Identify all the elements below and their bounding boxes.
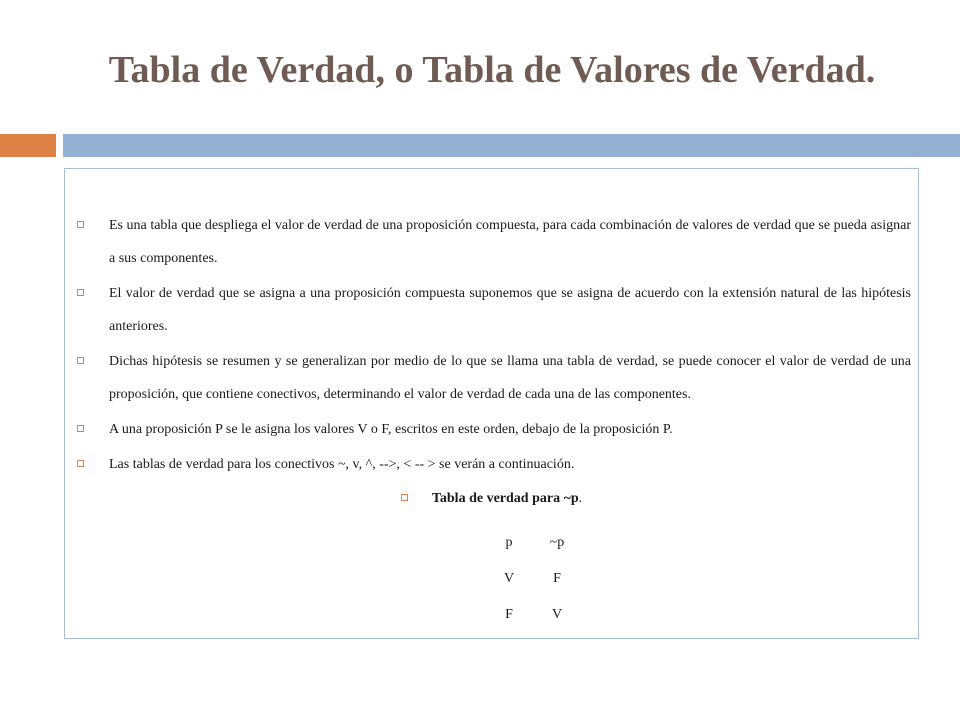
square-bullet-icon xyxy=(77,357,84,364)
square-bullet-icon xyxy=(401,494,408,501)
bullet-item xyxy=(77,345,911,411)
bullet-text: A una proposición P se le asigna los valores V o F, escritos en este orden, debajo de la proposición P. xyxy=(109,422,673,437)
bullet-item xyxy=(77,448,911,481)
table-header-cell: p xyxy=(505,535,513,550)
table-cell: V xyxy=(551,607,563,622)
square-bullet-icon xyxy=(77,425,84,432)
table-header-row xyxy=(485,525,581,561)
square-bullet-icon xyxy=(77,460,84,467)
table-cell: V xyxy=(503,571,515,586)
truth-table-heading-suffix: . xyxy=(578,491,583,506)
square-bullet-icon xyxy=(77,221,84,228)
bullet-text: Dichas hipótesis se resumen y se generalizan por medio de lo que se llama una tabla de verdad, se puede conocer el valor de verdad de una proposición, que contiene conectivos, determinando el valor de verdad de cada una de las componentes. xyxy=(109,354,911,402)
bullet-text: Las tablas de verdad para los conectivos ~, v, ^, -->, < -- > se verán a continuación. xyxy=(109,457,575,472)
truth-table xyxy=(485,525,581,633)
slide-title: Tabla de Verdad, o Tabla de Valores de Verdad. xyxy=(108,49,876,91)
table-header-cell: ~p xyxy=(549,535,565,550)
bullet-item xyxy=(77,413,911,446)
bullet-item xyxy=(77,277,911,343)
content-box xyxy=(64,168,919,639)
accent-bar-orange xyxy=(0,134,56,157)
bullet-list xyxy=(77,209,911,483)
accent-bar-blue xyxy=(63,134,960,157)
table-cell: F xyxy=(505,607,513,622)
truth-table-heading xyxy=(65,487,918,511)
square-bullet-icon xyxy=(77,289,84,296)
bullet-item xyxy=(77,209,911,275)
table-row xyxy=(485,597,581,633)
bullet-text: El valor de verdad que se asigna a una proposición compuesta suponemos que se asigna de acuerdo con la extensión natural de las hipótesis anteriores. xyxy=(109,286,911,334)
table-cell: F xyxy=(553,571,561,586)
table-row xyxy=(485,561,581,597)
bullet-text: Es una tabla que despliega el valor de verdad de una proposición compuesta, para cada combinación de valores de verdad que se pueda asignar a sus componentes. xyxy=(109,218,911,266)
truth-table-heading-text: Tabla de verdad para ~p xyxy=(431,491,579,506)
